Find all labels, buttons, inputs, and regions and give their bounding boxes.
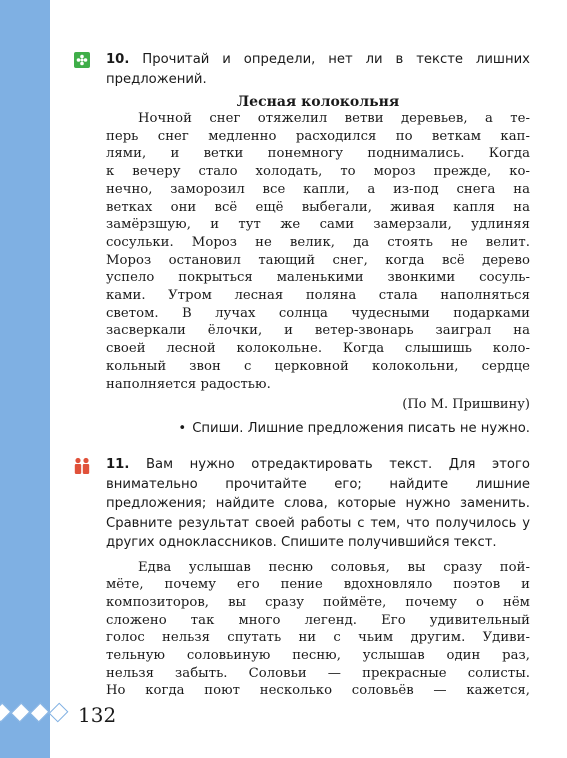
task-11-instruction xyxy=(82,455,530,553)
task-10-instruction-text: Прочитай и определи, нет ли в тексте лишних предложений. xyxy=(106,52,530,87)
side-color-strip xyxy=(0,0,50,758)
task-10-bullet xyxy=(82,421,530,436)
passage-11 xyxy=(82,559,530,701)
text-line: своей лесной колокольне. Когда слышишь коло- xyxy=(106,341,530,357)
text-line: Ночной снег отяжелил ветви деревьев, а те- xyxy=(138,111,530,126)
text-line: сложено так много легенд. Его удивительный xyxy=(106,612,530,628)
text-line: к вечеру стало холодать, то мороз прежде, ко- xyxy=(106,164,530,180)
task-11-instruction-text: Вам нужно отредактировать текст. Для этого внимательно прочитайте его; найдите лишние предложения; найдите слова, которые нужно заменить. Сравните результат своей работы с тем, что получилось у других одноклассников. Спишите получившийся текст. xyxy=(106,457,530,550)
task-11-number: 11. xyxy=(106,457,130,472)
text-line: Мороз остановил тающий снег, когда всё дерево xyxy=(106,252,530,268)
page-number: 132 xyxy=(78,703,117,727)
text-line: ветках они всё ещё выбегали, живая капля на xyxy=(106,199,530,215)
text-line: наполняется радостью. xyxy=(106,376,271,392)
text-line: кольный звон с церковной колокольни, сердце xyxy=(106,358,530,374)
side-diamond-ornament xyxy=(0,702,68,722)
text-line: лями, и ветки понемногу поднимались. Когда xyxy=(106,146,530,162)
text-line: замёрзшую, и тут же сами замерзали, удлиняя xyxy=(106,217,530,233)
task-11 xyxy=(82,455,530,700)
diamond-icon xyxy=(30,702,50,722)
text-line: светом. В лучах солнца чудесными подарками xyxy=(106,305,530,321)
diamond-icon xyxy=(0,702,11,722)
text-line: Но когда поют несколько соловьёв — кажется, xyxy=(106,683,530,699)
text-line: нечно, заморозил все капли, а из-под снега на xyxy=(106,181,530,197)
text-line: тельную соловьиную песню, услышав один раз, xyxy=(106,648,530,664)
bullet-icon: • xyxy=(178,421,187,437)
text-line: голос нельзя спутать ни с чьим другим. Удиви- xyxy=(106,630,530,646)
text-line: засверкали ёлочки, и ветер-звонарь заиграл на xyxy=(106,323,530,339)
pair-people-icon xyxy=(74,457,90,473)
text-line: ками. Утром лесная поляна стала наполняться xyxy=(106,288,530,304)
text-line: мёте, почему его пение вдохновляло поэтов и xyxy=(106,577,530,593)
bullet-text: Спиши. Лишние предложения писать не нужно. xyxy=(192,421,530,437)
task-10-instruction xyxy=(82,50,530,89)
diamond-icon xyxy=(49,702,69,722)
diamond-icon xyxy=(11,702,31,722)
attribution: (По М. Пришвину) xyxy=(402,397,530,413)
text-line: Едва услышав песню соловья, вы сразу пой- xyxy=(138,559,530,575)
text-line: нельзя забыть. Соловьи — прекрасные солисты. xyxy=(106,665,530,681)
star-flower-icon xyxy=(74,52,90,68)
text-line: сосульки. Мороз не велик, да стоять не велит. xyxy=(106,234,530,250)
task-10-number: 10. xyxy=(106,52,130,67)
task-10 xyxy=(82,50,530,436)
text-line: композиторов, вы сразу поймёте, почему о нём xyxy=(106,594,530,610)
text-line: успело покрыться маленькими звонкими сосуль- xyxy=(106,270,530,286)
passage-10 xyxy=(82,110,530,393)
text-line: перь снег медленно расходился по веткам кап- xyxy=(106,128,530,144)
passage-title: Лесная колокольня xyxy=(236,94,400,110)
